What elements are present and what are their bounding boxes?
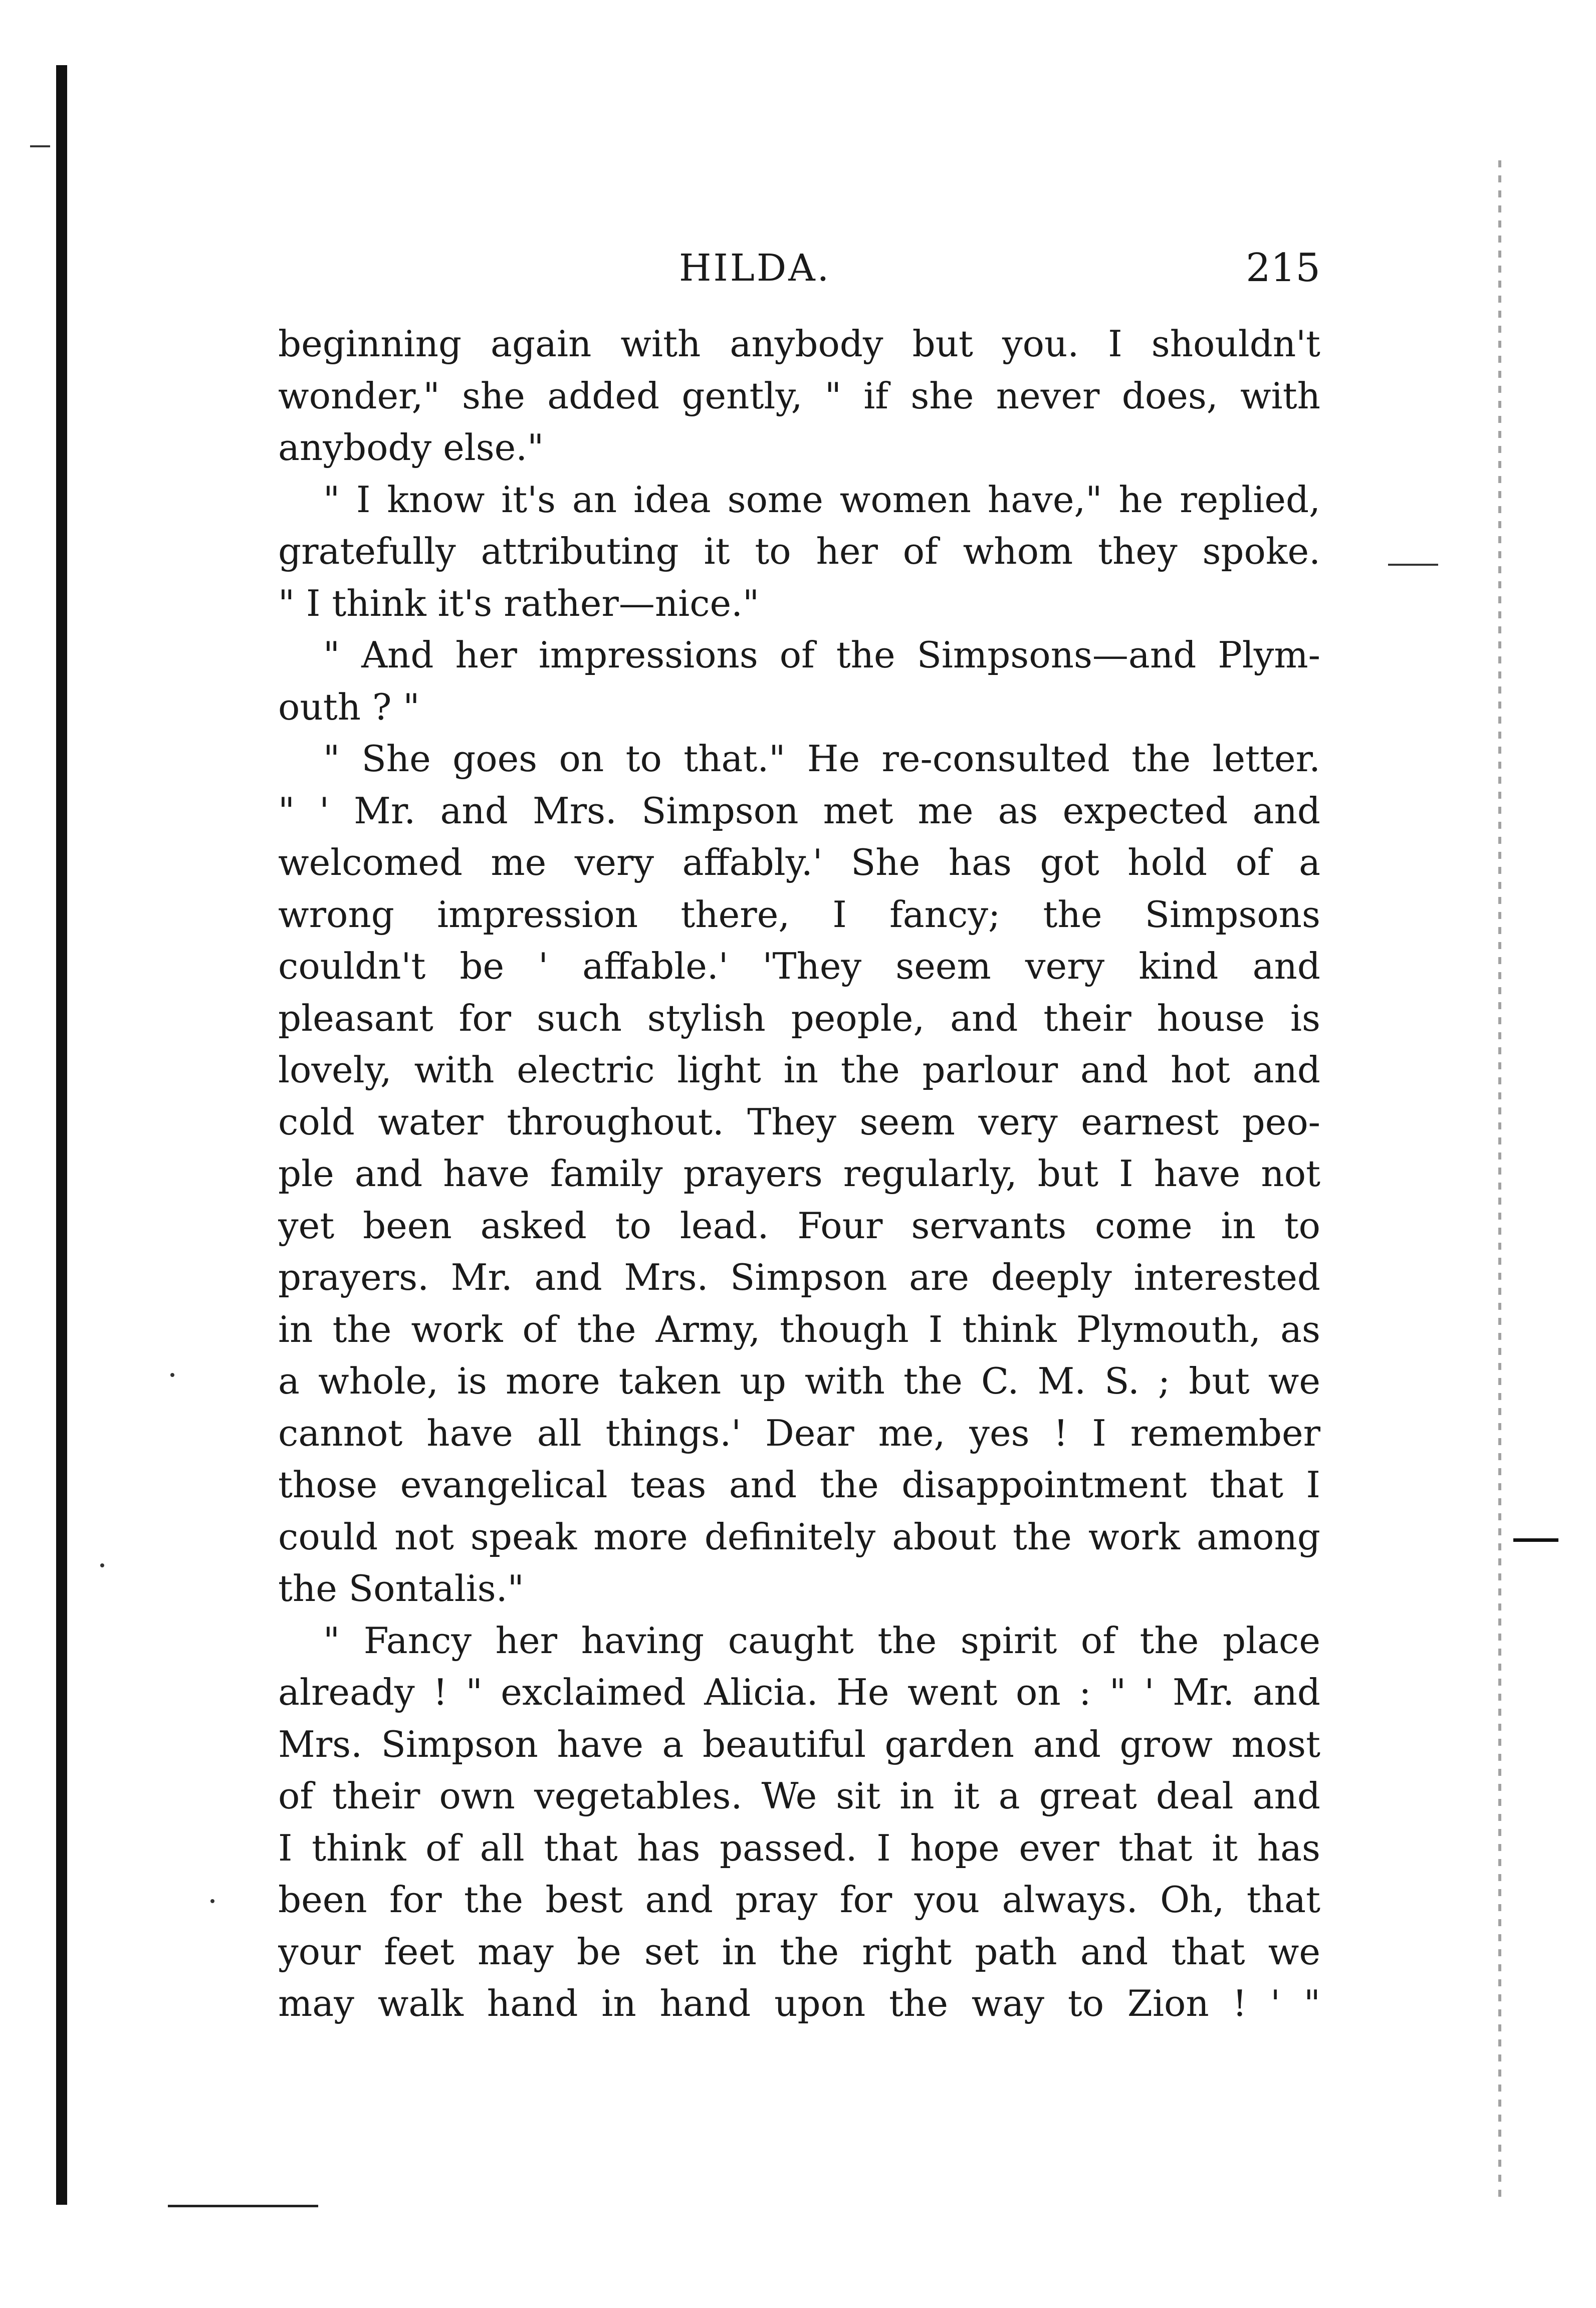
margin-mark [30, 145, 50, 147]
text-line: beginning again with anybody but you. I shouldn't [278, 323, 1320, 365]
text-line: in the work of the Army, though I think Plymouth, as [278, 1308, 1320, 1350]
text-line: Mrs. Simpson have a beautiful garden and grow most [278, 1723, 1320, 1765]
text-line: I think of all that has passed. I hope ever that it has [278, 1826, 1320, 1869]
text-line: cold water throughout. They seem very earnest peo- [278, 1100, 1320, 1143]
text-line: of their own vegetables. We sit in it a great deal and [278, 1775, 1320, 1817]
margin-mark [1388, 564, 1438, 566]
text-line: the Sontalis." [278, 1567, 524, 1609]
margin-mark [1513, 1538, 1558, 1542]
text-line: those evangelical teas and the disappointment that I [278, 1464, 1320, 1506]
text-line: gratefully attributing it to her of whom they spoke. [278, 530, 1320, 572]
running-head-title: HILDA. [679, 247, 831, 290]
text-line: " She goes on to that." He re-consulted the letter. [323, 738, 1320, 780]
text-line: " Fancy her having caught the spirit of the place [323, 1619, 1320, 1662]
text-line: could not speak more definitely about the work among [278, 1515, 1320, 1558]
text-line: been for the best and pray for you always. Oh, that [278, 1879, 1320, 1921]
body-text [278, 318, 1320, 2030]
text-line: couldn't be ' affable.' 'They seem very kind and [278, 945, 1320, 987]
print-speck [210, 1899, 214, 1903]
text-line: outh ? " [278, 685, 420, 728]
text-line: a whole, is more taken up with the C. M. S. ; but we [278, 1360, 1320, 1402]
text-line: " And her impressions of the Simpsons—and Plym- [323, 634, 1320, 676]
text-line: wonder," she added gently, " if she never does, with [278, 374, 1320, 417]
page-edge-shadow [1498, 160, 1501, 2205]
text-line: " I know it's an idea some women have," he replied, [323, 478, 1320, 521]
text-line: prayers. Mr. and Mrs. Simpson are deeply interested [278, 1256, 1320, 1298]
print-speck [100, 1563, 104, 1567]
text-line: cannot have all things.' Dear me, yes ! I remember [278, 1412, 1320, 1454]
page-number: 215 [1246, 246, 1320, 291]
text-line: may walk hand in hand upon the way to Zion ! ' " [278, 1982, 1320, 2024]
text-line: yet been asked to lead. Four servants come in to [278, 1204, 1320, 1247]
text-line: anybody else." [278, 426, 544, 469]
text-line: " ' Mr. and Mrs. Simpson met me as expected and [278, 789, 1320, 832]
text-line: already ! " exclaimed Alicia. He went on : " ' Mr. and [278, 1671, 1320, 1713]
text-line: welcomed me very affably.' She has got hold of a [278, 841, 1320, 883]
bottom-rule [168, 2205, 318, 2207]
text-line: " I think it's rather—nice." [278, 582, 760, 624]
text-line: wrong impression there, I fancy; the Simpsons [278, 893, 1320, 936]
print-speck [170, 1373, 174, 1377]
text-line: pleasant for such stylish people, and their house is [278, 997, 1320, 1039]
text-line: your feet may be set in the right path and that we [278, 1930, 1320, 1973]
binding-edge [56, 65, 67, 2205]
running-head [278, 241, 1320, 296]
text-line: ple and have family prayers regularly, but I have not [278, 1152, 1320, 1195]
text-line: lovely, with electric light in the parlour and hot and [278, 1049, 1320, 1091]
